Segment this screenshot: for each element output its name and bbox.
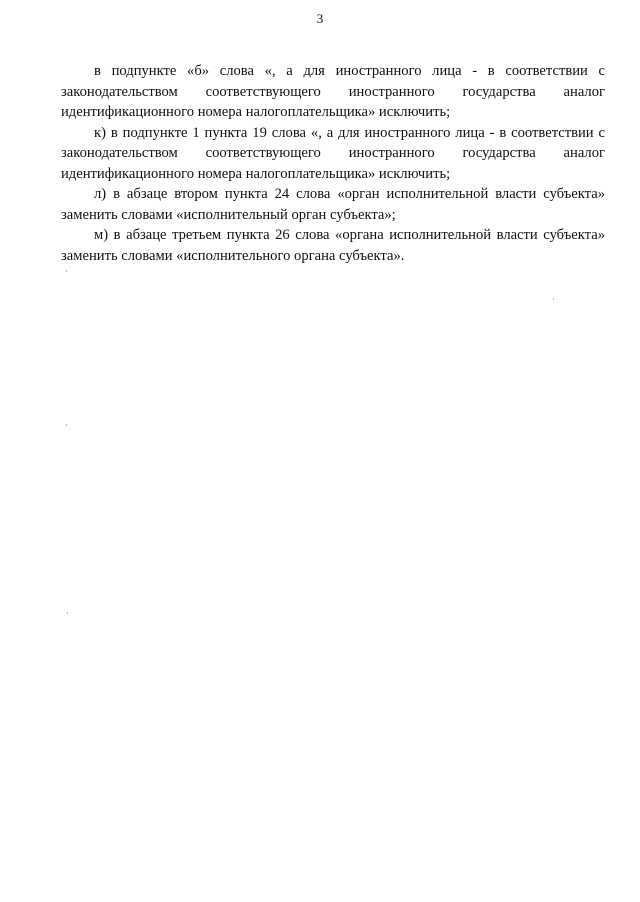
scan-speck: [67, 612, 68, 614]
scan-speck: [66, 270, 67, 272]
paragraph-item-k: к) в подпункте 1 пункта 19 слова «, а для иностранного лица - в соответствии с законодательством соответствующего иностранного государства аналог идентификационного номера налогоплательщика» исключить;: [61, 124, 605, 182]
paragraph-item-m: м) в абзаце третьем пункта 26 слова «органа исполнительной власти субъекта» заменить словами «исполнительного органа субъекта».: [61, 227, 605, 264]
document-body: [61, 61, 605, 266]
paragraph-item-b: в подпункте «б» слова «, а для иностранного лица - в соответствии с законодательством соответствующего иностранного государства аналог идентификационного номера налогоплательщика» исключить;: [61, 63, 605, 120]
page-number: 3: [316, 11, 324, 26]
scan-speck: [553, 298, 554, 300]
scan-speck: [66, 424, 67, 426]
paragraph-item-l: л) в абзаце втором пункта 24 слова «орган исполнительной власти субъекта» заменить словами «исполнительный орган субъекта»;: [61, 186, 605, 223]
